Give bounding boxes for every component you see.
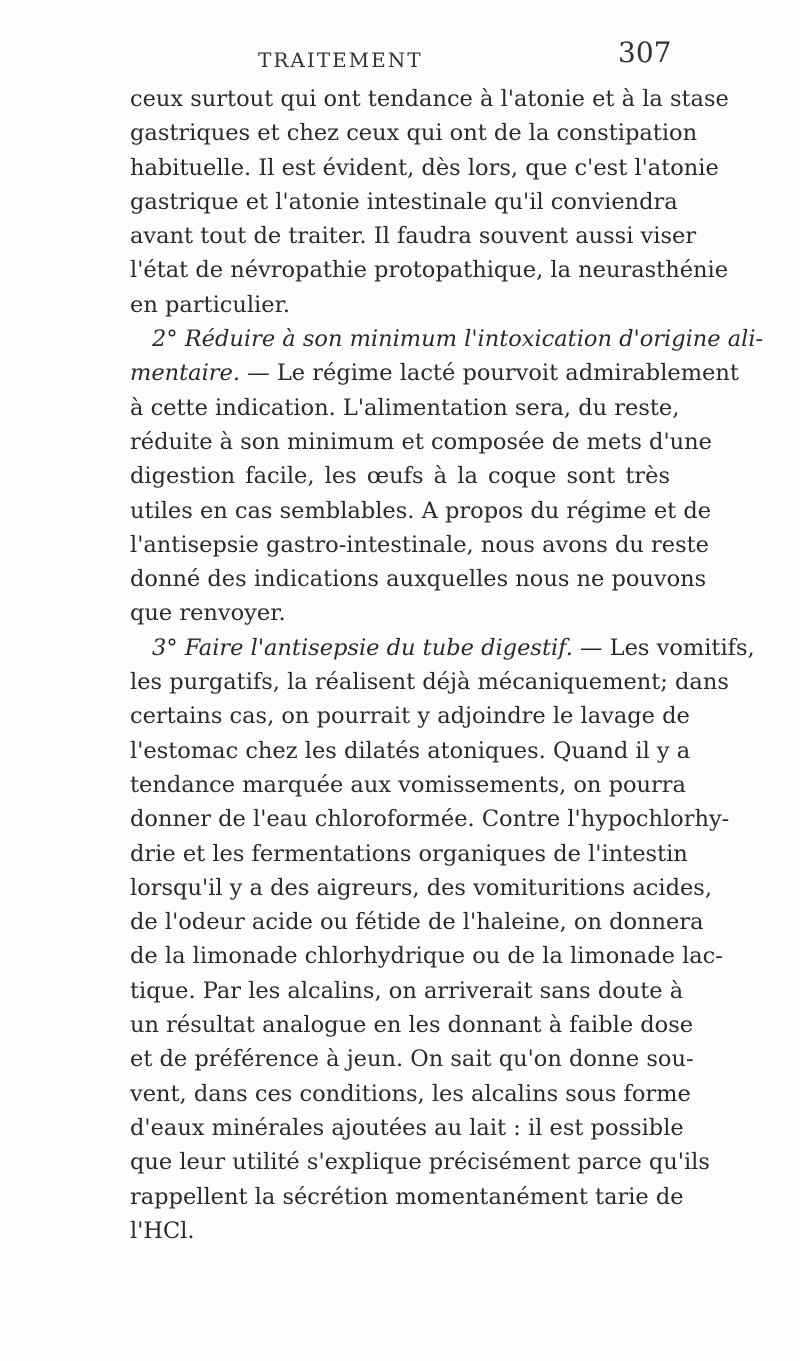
text-line: l'estomac chez les dilatés atoniques. Quand il y a xyxy=(130,737,691,764)
text-line: tendance marquée aux vomissements, on pourra xyxy=(130,771,686,798)
section-2-first-line-rest: — Le régime lacté pourvoit admirablement xyxy=(240,360,739,387)
section-2-heading-cont: mentaire. xyxy=(130,360,241,387)
text-line: habituelle. Il est évident, dès lors, que c'est l'atonie xyxy=(130,154,719,181)
text-line: de la limonade chlorhydrique ou de la limonade lac- xyxy=(130,943,723,970)
text-line: et de préférence à jeun. On sait qu'on donne sou- xyxy=(130,1046,694,1073)
text-line: avant tout de traiter. Il faudra souvent aussi viser xyxy=(130,223,697,250)
section-3-heading: 3° Faire l'antisepsie du tube digestif. xyxy=(152,634,573,661)
text-line: lorsqu'il y a des aigreurs, des vomituritions acides, xyxy=(130,874,712,901)
text-line: les purgatifs, la réalisent déjà mécaniquement; dans xyxy=(130,669,729,696)
text-line: de l'odeur acide ou fétide de l'haleine, on donnera xyxy=(130,909,704,936)
text-line: l'HCl. xyxy=(130,1217,195,1244)
text-line: d'eaux minérales ajoutées au lait : il est possible xyxy=(130,1114,684,1141)
text-line: réduite à son minimum et composée de mets d'une xyxy=(130,428,712,455)
text-line: un résultat analogue en les donnant à faible dose xyxy=(130,1012,694,1039)
section-2-heading: 2° Réduire à son minimum l'intoxication d'origine ali- xyxy=(152,326,764,353)
section-3-first-line-rest: — Les vomitifs, xyxy=(572,634,755,661)
text-line: que renvoyer. xyxy=(130,600,286,627)
text-line: rappellent la sécrétion momentanément tarie de xyxy=(130,1183,684,1210)
text-line: vent, dans ces conditions, les alcalins sous forme xyxy=(130,1080,691,1107)
text-line: tique. Par les alcalins, on arriverait sans doute à xyxy=(130,977,684,1004)
section-2-heading-line xyxy=(130,322,764,356)
text-line: ceux surtout qui ont tendance à l'atonie et à la stase xyxy=(130,86,729,112)
text-line: drie et les fermentations organiques de l'intestin xyxy=(130,840,688,867)
body-text xyxy=(130,82,764,1248)
text-line: l'état de névropathie protopathique, la neurasthénie xyxy=(130,257,729,284)
page-number: 307 xyxy=(618,36,672,69)
text-line: donné des indications auxquelles nous ne pouvons xyxy=(130,566,707,593)
text-line: gastrique et l'atonie intestinale qu'il conviendra xyxy=(130,188,678,215)
running-head: TRAITEMENT xyxy=(258,48,423,72)
text-line: que leur utilité s'explique précisément parce qu'ils xyxy=(130,1149,710,1176)
text-line: à cette indication. L'alimentation sera, du reste, xyxy=(130,394,680,421)
text-line: utiles en cas semblables. A propos du régime et de xyxy=(130,497,712,524)
text-line: en particulier. xyxy=(130,291,291,318)
section-3-first-line xyxy=(130,631,755,665)
text-line: certains cas, on pourrait y adjoindre le lavage de xyxy=(130,703,690,730)
text-line: l'antisepsie gastro-intestinale, nous avons du reste xyxy=(130,531,709,558)
text-line: donner de l'eau chloroformée. Contre l'hypochlorhy- xyxy=(130,806,730,833)
section-2-first-line xyxy=(130,356,739,390)
text-line: digestion facile, les œufs à la coque sont très xyxy=(130,463,670,490)
text-line: gastriques et chez ceux qui ont de la constipation xyxy=(130,120,698,147)
